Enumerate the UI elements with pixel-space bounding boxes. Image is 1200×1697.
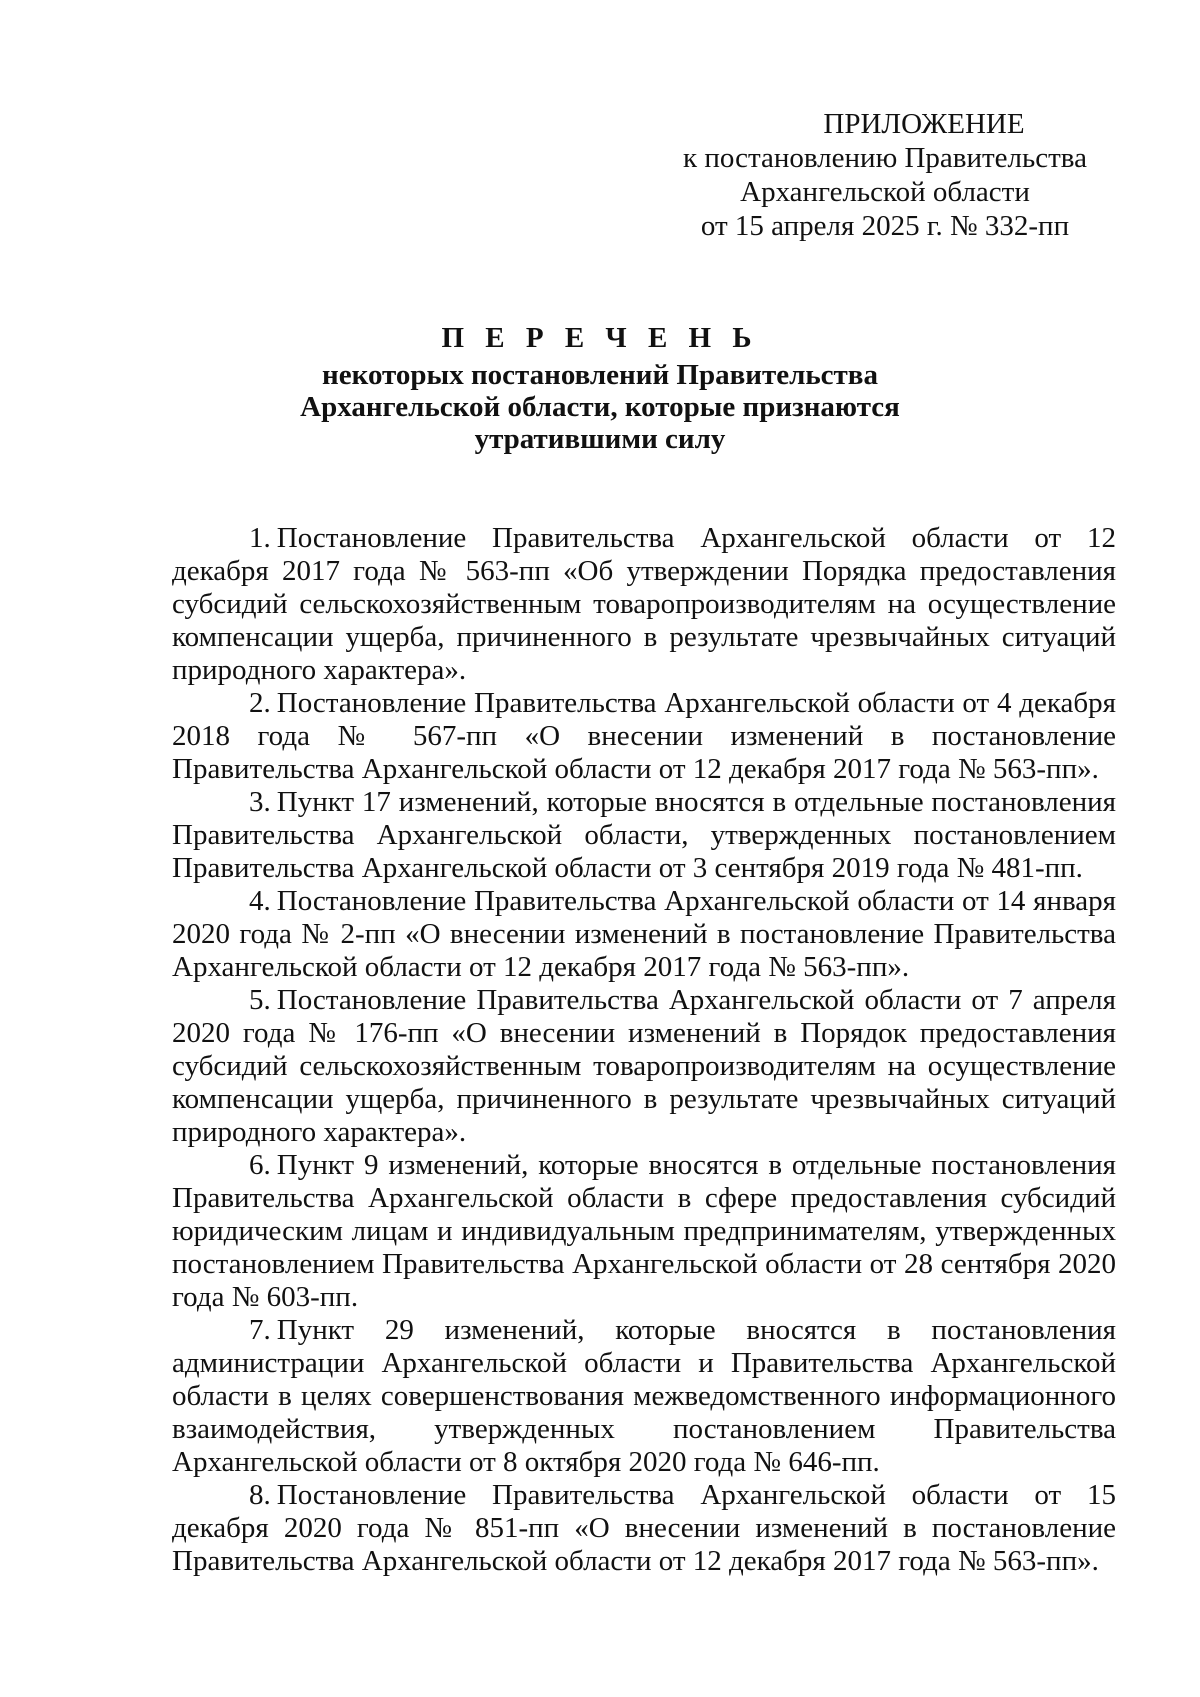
item-number: 2.: [249, 687, 271, 719]
item-number: 3.: [249, 786, 271, 818]
list-item-5: [172, 984, 1116, 1149]
title-line-4: утратившими силу: [474, 423, 726, 455]
appendix-line-region: Архангельской области: [740, 176, 1030, 208]
item-number: 4.: [249, 885, 271, 917]
list-item-2: [172, 687, 1116, 786]
appendix-line-date: от 15 апреля 2025 г. № 332-пп: [700, 210, 1070, 242]
document-title: [160, 322, 1040, 455]
title-line-3: Архангельской области, которые признаются: [300, 391, 900, 423]
title-heading: П Е Р Е Ч Е Н Ь: [441, 322, 759, 354]
appendix-line-resolution: к постановлению Правительства: [683, 142, 1087, 174]
item-text: Пункт 29 изменений, которые вносятся в постановления администрации Архангельской области и Правительства Архангельской области в целях совершенствования межведомственного информационного взаимодействия, утвержденных постановлением Правительства Архангельской области от 8 октября 2020 года № 646-пп.: [172, 1314, 1116, 1478]
item-text: Постановление Правительства Архангельской области от 12 декабря 2017 года № 563-пп «Об утверждении Порядка предоставления субсидий сельскохозяйственным товаропроизводителям на осуществление компенсации ущерба, причиненного в результате чрезвычайных ситуаций природного характера».: [172, 522, 1116, 686]
item-number: 5.: [249, 984, 271, 1016]
item-text: Пункт 9 изменений, которые вносятся в отдельные постановления Правительства Архангельской области в сфере предоставления субсидий юридическим лицам и индивидуальным предпринимателям, утвержденных постановлением Правительства Архангельской области от 28 сентября 2020 года № 603-пп.: [172, 1149, 1116, 1313]
item-text: Пункт 17 изменений, которые вносятся в отдельные постановления Правительства Архангельской области, утвержденных постановлением Правительства Архангельской области от 3 сентября 2019 года № 481-пп.: [172, 786, 1116, 884]
list-item-4: [172, 885, 1116, 984]
item-number: 1.: [249, 522, 271, 554]
list-item-1: [172, 522, 1116, 687]
list-item-6: [172, 1149, 1116, 1314]
item-text: Постановление Правительства Архангельской области от 4 декабря 2018 года № 567-пп «О внесении изменений в постановление Правительства Архангельской области от 12 декабря 2017 года № 563-пп».: [172, 687, 1116, 785]
item-text: Постановление Правительства Архангельской области от 15 декабря 2020 года № 851-пп «О внесении изменений в постановление Правительства Архангельской области от 12 декабря 2017 года № 563-пп».: [172, 1479, 1116, 1577]
item-number: 7.: [249, 1314, 271, 1346]
list-body: [172, 522, 1116, 1578]
title-line-2: некоторых постановлений Правительства: [322, 359, 878, 391]
item-text: Постановление Правительства Архангельской области от 14 января 2020 года № 2-пп «О внесении изменений в постановление Правительства Архангельской области от 12 декабря 2017 года № 563-пп».: [172, 885, 1116, 983]
item-text: Постановление Правительства Архангельской области от 7 апреля 2020 года № 176-пп «О внесении изменений в Порядок предоставления субсидий сельскохозяйственным товаропроизводителям на осуществление компенсации ущерба, причиненного в результате чрезвычайных ситуаций природного характера».: [172, 984, 1116, 1148]
appendix-header: [660, 107, 1110, 243]
list-item-8: [172, 1479, 1116, 1578]
list-item-3: [172, 786, 1116, 885]
item-number: 8.: [249, 1479, 271, 1511]
item-number: 6.: [249, 1149, 271, 1181]
list-item-7: [172, 1314, 1116, 1479]
appendix-label: ПРИЛОЖЕНИЕ: [823, 108, 1025, 140]
